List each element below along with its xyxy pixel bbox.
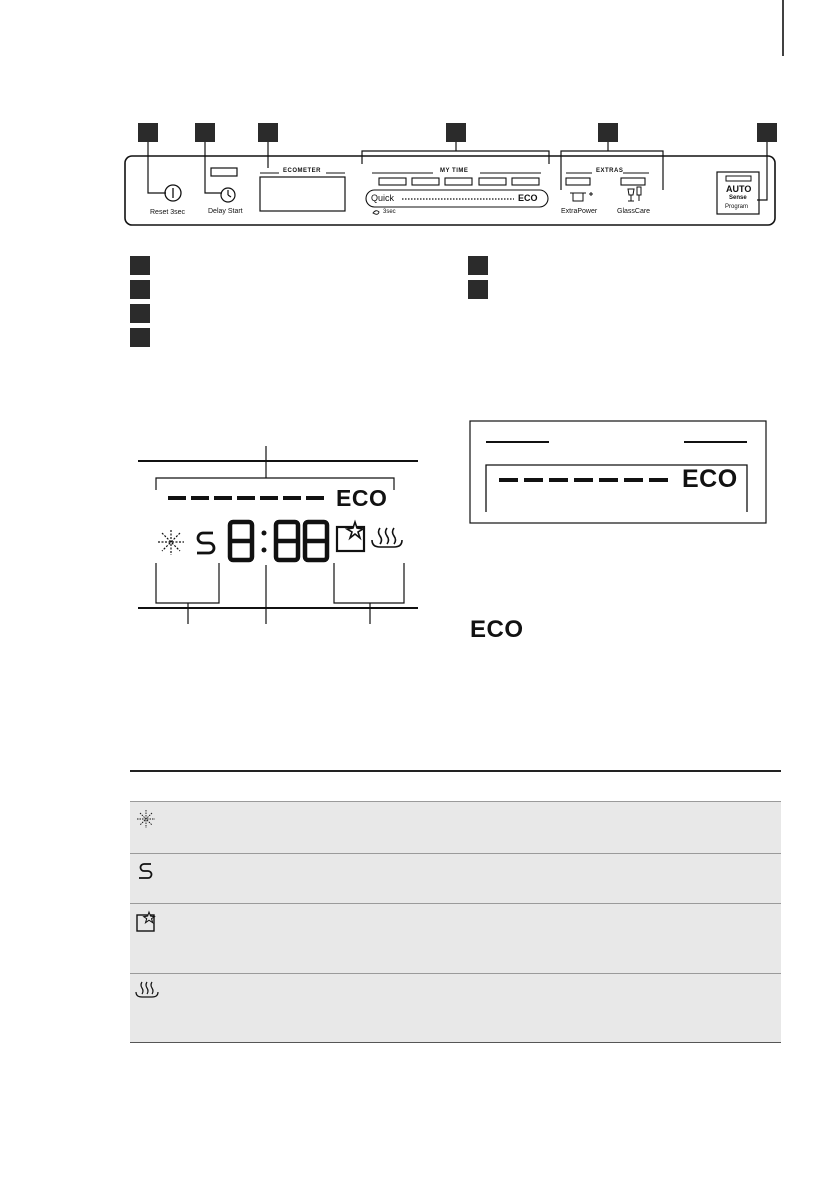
extras-label: EXTRAS bbox=[596, 168, 624, 174]
machine-care-icon bbox=[337, 522, 364, 551]
reset-label: Reset 3sec bbox=[150, 209, 186, 216]
ecometer-label: ECOMETER bbox=[283, 168, 322, 174]
quick-label: Quick bbox=[371, 193, 395, 203]
table-row-airdry bbox=[130, 974, 781, 1042]
legend-box-3 bbox=[130, 304, 150, 323]
display-illustration bbox=[130, 440, 430, 630]
callout-box-6 bbox=[757, 123, 777, 142]
callout-box-2 bbox=[195, 123, 215, 142]
table-rule-4 bbox=[130, 973, 781, 974]
control-panel-illustration bbox=[0, 115, 839, 230]
pot-icon[interactable] bbox=[570, 192, 593, 201]
legend-box-2 bbox=[130, 280, 150, 299]
callout-box-4 bbox=[446, 123, 466, 142]
mytime-label: MY TIME bbox=[440, 168, 469, 174]
program-label: Program bbox=[725, 204, 749, 210]
panel-eco-label: ECO bbox=[518, 193, 538, 203]
table-icons bbox=[130, 805, 170, 1005]
display-eco-label: ECO bbox=[336, 485, 388, 511]
sense-label: Sense bbox=[729, 195, 747, 201]
airdry-icon bbox=[372, 528, 402, 547]
extrapower-label: ExtraPower bbox=[561, 208, 598, 215]
airdry-icon bbox=[136, 982, 158, 997]
callout-box-5 bbox=[598, 123, 618, 142]
legend-box-5 bbox=[468, 256, 488, 275]
legend-box-6 bbox=[468, 280, 488, 299]
callout-box-3 bbox=[258, 123, 278, 142]
eco-symbol: ECO bbox=[470, 616, 524, 643]
delay-start-label: Delay Start bbox=[208, 208, 243, 215]
ecometer-eco-label: ECO bbox=[682, 465, 738, 493]
rinse-aid-icon bbox=[137, 810, 155, 828]
table-row-machine-care bbox=[130, 904, 781, 973]
glasscare-label: GlassCare bbox=[617, 208, 651, 215]
table-row-rinse-aid bbox=[130, 802, 781, 853]
table-rule-3 bbox=[130, 903, 781, 904]
callout-box-1 bbox=[138, 123, 158, 142]
table-rule-1 bbox=[130, 801, 781, 802]
table-top-rule bbox=[130, 770, 781, 772]
table-row-salt bbox=[130, 854, 781, 903]
salt-icon bbox=[139, 864, 152, 878]
salt-icon bbox=[197, 533, 214, 553]
glass-icon[interactable] bbox=[628, 187, 641, 201]
table-rule-2 bbox=[130, 853, 781, 854]
threesec-label: 3sec bbox=[383, 209, 396, 215]
legend-box-4 bbox=[130, 328, 150, 347]
machine-care-icon bbox=[137, 912, 155, 931]
auto-label: AUTO bbox=[726, 184, 752, 194]
cut-line bbox=[0, 0, 839, 60]
legend-box-1 bbox=[130, 256, 150, 275]
table-bottom-rule bbox=[130, 1042, 781, 1043]
rinse-aid-icon bbox=[158, 530, 184, 555]
